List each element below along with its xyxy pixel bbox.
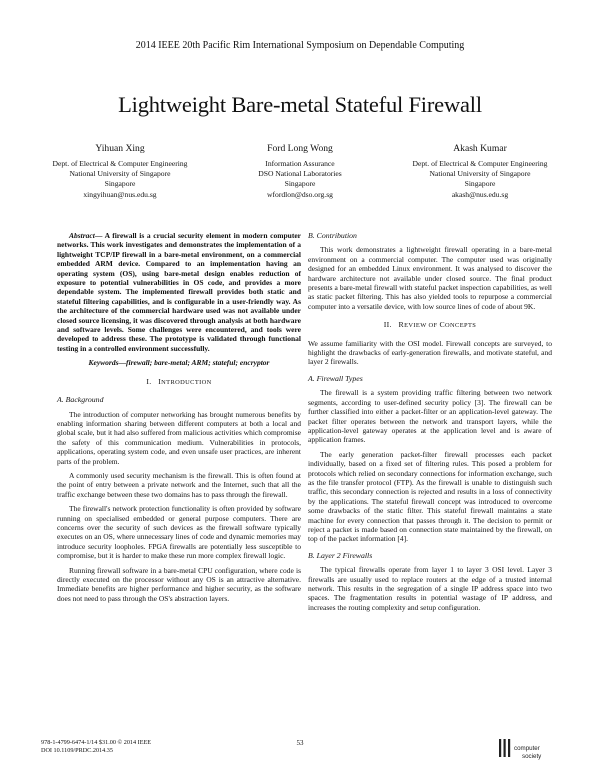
paragraph: The firewall's network protection functionality is often provided by software running on specialised embedded or general purpose computers. There are concerns over the security of such devices as the firewall software typically executes on an OS, where unnecessary lines of code and dynamic memories may introduce security loopholes. FPGA firewalls are potentially less susceptible to compromise, but it is harder to make these run more complex firewall logic.: [57, 504, 301, 561]
author-block: [200, 143, 400, 200]
paragraph: The early generation packet-filter firewall processes each packet individually, based on a fixed set of filtering rules. This posed a problem for protocols which relied on secondary connections for information exchange, such as the file transfer protocol (FTP). As the firewall is unable to distinguish such traffic, this secondary connection is rejected and results in a loss of connectivity by the applications. The stateful firewall concept was introduced to overcome some drawbacks of the static filter. This stateful firewall maintains a state machine for every connection that passes through it. The decision to permit or reject a packet is made based on connection state maintained by the firewall, on top of the packet information [4].: [308, 449, 552, 544]
paragraph: The firewall is a system providing traffic filtering between two network segments, according to user-defined security policy [3]. The firewall can be further classified into either a packet-filter or an application-level gateway. The packet filter operates between the network and transport layers, while the application-level gateway operates at the application level and is aware of application frames.: [308, 388, 552, 445]
isbn-line: 978-1-4799-6474-1/14 $31.00 © 2014 IEEE: [41, 739, 152, 746]
author-name: Ford Long Wong: [267, 143, 333, 154]
subsection-heading-background: A. Background: [57, 395, 104, 405]
paragraph: Running firewall software in a bare-metal CPU configuration, where code is directly executed on the processor without any OS is an attractive alternative. Immediate benefits are higher performance and higher security, as the software does not need to pass through the OS's abstraction layers.: [57, 565, 301, 603]
computer-society-logo: [498, 735, 558, 765]
paragraph: This work demonstrates a lightweight firewall operating in a bare-metal environment on a commercial computer. The computer used was originally designed for an embedded Linux environment. It was analysed to discover the hardware architecture not available under closed source. The final product presents a bare-metal firewall with stateful packet inspection capabilities, as well as static packet filtering. This has also yielded tools to repurpose a commercial computer into a versatile device, with low source lines of code of about 9K.: [308, 245, 552, 311]
paragraph: The typical firewalls operate from layer 1 to layer 3 OSI level. Layer 3 firewalls are usually used to replace routers at the edge of a trusted internal network. This results in the segregation of a single IP address space into two spaces. The fragmentation results in potential wastage of IP address, and increases the routing complexity and setup configuration.: [308, 565, 552, 612]
author-org: National University of Singapore: [429, 169, 531, 179]
doi-line: DOI 10.1109/PRDC.2014.35: [41, 747, 113, 755]
section-title-rest: NTRODUCTION: [161, 378, 212, 386]
right-column: [308, 231, 552, 617]
subsection-heading-contribution: B. Contribution: [308, 231, 357, 240]
page-number: 53: [296, 739, 304, 747]
section-title-rest: EVIEW OF: [404, 322, 440, 330]
author-email: xingyihuan@nus.edu.sg: [83, 189, 157, 199]
author-dept: Dept. of Electrical & Computer Engineering: [412, 159, 548, 168]
logo-text-line2: society: [522, 753, 542, 760]
author-org: National University of Singapore: [69, 169, 171, 179]
section-title-initial: I: [158, 376, 162, 386]
author-country: Singapore: [284, 179, 316, 189]
author-name: Akash Kumar: [453, 143, 507, 154]
paragraph: A commonly used security mechanism is the firewall. This is often found at the point of entry between a private network and the Internet, such that all the traffic exchange between these two domains has to pass through the firewall.: [57, 470, 301, 499]
subsection-heading-firewall-types: A. Firewall Types: [308, 373, 363, 383]
subsection-heading-layer2: B. Layer 2 Firewalls: [308, 550, 373, 560]
section-title-initial: C: [439, 320, 446, 330]
author-dept: Information Assurance: [265, 159, 335, 168]
paragraph: The introduction of computer networking has brought numerous benefits by enabling information sharing between different computers at both a local and global scale, but it had also suffered from malicious activities which compromise the safety of this communication medium. Vulnerabilities in protocols, applications, operating system code, and even unsafe user practices, are inherent parts of the problem.: [57, 409, 301, 466]
author-country: Singapore: [464, 179, 496, 189]
paragraph: We assume familiarity with the OSI model. Firewall concepts are surveyed, to highlight the drawbacks of early-generation firewalls, and motivate stateful, and layer 2 firewalls.: [308, 338, 552, 367]
logo-mark-icon: [498, 737, 512, 759]
section-number: II.: [383, 320, 392, 330]
author-org: DSO National Laboratories: [258, 169, 342, 179]
author-block: [20, 143, 220, 200]
section-title-rest: ONCEPTS: [445, 322, 477, 330]
section-number: I.: [146, 376, 152, 386]
author-dept: Dept. of Electrical & Computer Engineering: [52, 159, 188, 168]
abstract-text: — A firewall is a crucial security element in modern computer networks. This work investigates and demonstrates the implementation of a lightweight TCP/IP firewall in a bare-metal environment, on a commercial embedded ARM device. Compared to an implementation having an operating system (OS), using bare-metal design enables reduction of exposure to potential vulnerabilities in OS code, and provides a more dependable system. The implemented firewall provides both static and stateful filtering capabilities, and is configurable in a user-friendly way. As the architecture of the commercial hardware used was not available under closed source licensing, it was discovered through analysis at both hardware and software levels. Some challenges were encountered, and tools were developed to address these. The prototype is validated through functional testing in a controlled environment successfully.: [57, 231, 301, 353]
section-title-initial: R: [398, 320, 405, 330]
section-heading-introduction: [57, 377, 301, 387]
author-email: akash@nus.edu.sg: [451, 189, 509, 199]
left-column: [57, 231, 301, 608]
author-name: Yihuan Xing: [95, 143, 145, 154]
author-country: Singapore: [104, 179, 136, 189]
abstract: [57, 231, 301, 353]
keywords: Keywords—firewall; bare-metal; ARM; stateful; encryptor: [88, 358, 270, 368]
author-email: wfordlon@dso.org.sg: [267, 189, 333, 199]
abstract-label: Abstract: [69, 231, 95, 240]
author-block: [380, 143, 580, 200]
section-heading-review: [308, 320, 552, 330]
logo-text-line1: computer: [514, 745, 540, 752]
conference-header: 2014 IEEE 20th Pacific Rim International Symposium on Dependable Computing: [135, 40, 465, 51]
paper-title: Lightweight Bare-metal Stateful Firewall: [118, 92, 482, 117]
